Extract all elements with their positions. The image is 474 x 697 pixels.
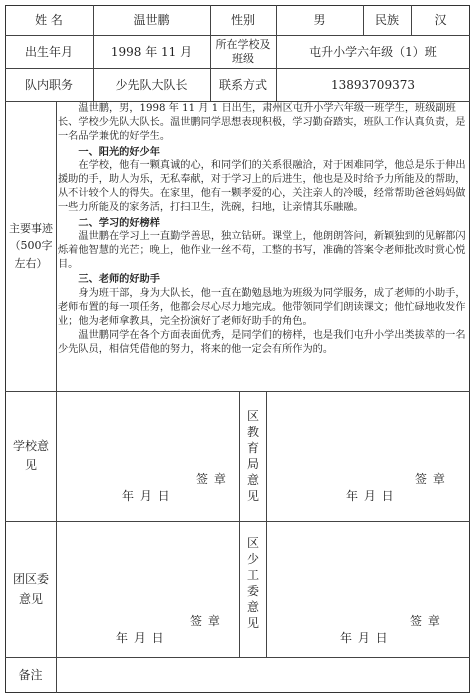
duty-value: 少先队大队长 — [115, 77, 188, 92]
ethnic-label: 民族 — [374, 12, 399, 27]
remark-label: 备注 — [18, 668, 43, 682]
school-opinion-label: 学校意见 — [12, 438, 49, 472]
league-opinion-label: 团区委意见 — [12, 572, 49, 606]
col-divider — [266, 391, 267, 657]
district-pioneer-sign-label: 签 章 — [410, 614, 441, 628]
col-divider — [56, 101, 57, 693]
league-sign-label: 签 章 — [190, 614, 221, 628]
birth-label: 出生年月 — [24, 44, 73, 59]
deeds-paragraph: 温世鹏同学在各个方面表面优秀，是同学们的榜样，也是我们屯升小学出类拔萃的一名少先队员，相信凭借他的努力，将来的他一定会有所作为的。 — [58, 330, 466, 356]
duty-label: 队内职务 — [24, 77, 73, 92]
deeds-label: 主要事迹（500字左右） — [9, 222, 53, 270]
deeds-paragraph: 身为班干部，身为大队长，他一直在勤勉恳地为班级为同学服务，成了老师的小助手，老师布置的每一项任务，他都会尽心尽力地完成。他带领同学们朗读课文；他忙碌地收发作业；他为老师拿教具，完全扮演好了老师好助手的角色。 — [58, 287, 466, 328]
league-date-label: 年 月 日 — [116, 631, 165, 645]
row-divider — [5, 657, 470, 658]
contact-value: 13893709373 — [331, 77, 415, 92]
district-edu-date-label: 年 月 日 — [346, 489, 395, 503]
school-date-label: 年 月 日 — [122, 489, 171, 503]
row-divider — [5, 391, 470, 392]
name-label: 姓 名 — [35, 12, 63, 27]
deeds-text — [58, 102, 468, 390]
col-divider — [239, 391, 240, 657]
school-sign-label: 签 章 — [196, 472, 227, 486]
contact-label: 联系方式 — [218, 77, 267, 92]
row-divider — [5, 521, 470, 522]
deeds-heading: 三、老师的好助手 — [78, 273, 160, 286]
ethnic-value: 汉 — [434, 12, 447, 27]
school-value: 屯升小学六年级（1）班 — [309, 44, 437, 59]
gender-label: 性别 — [230, 12, 255, 27]
deeds-paragraph: 温世鹏在学习上一直勤学善思，独立钻研。课堂上，他朗朗答问，新颖独到的见解都闪烁着他智慧的光芒；晚上，他作业一丝不苟，工整的书写，准确的答案令老师批改时赏心悦目。 — [58, 230, 466, 271]
gender-value: 男 — [313, 12, 326, 27]
name-value: 温世鹏 — [133, 12, 170, 27]
deeds-heading: 一、阳光的好少年 — [78, 145, 160, 158]
deeds-paragraph: 温世鹏，男，1998 年 11 月 1 日出生，肃州区屯升小学六年级一班学生，班级副班长、学校少先队大队长。温世鹏同学思想表现积极，学习勤奋踏实，班队工作认真负责，是一名品学兼优的好学生。 — [58, 103, 466, 143]
birth-value: 1998 年 11 月 — [110, 44, 193, 59]
deeds-heading: 二、学习的好榜样 — [78, 216, 160, 229]
district-edu-label: 区教育局意见 — [246, 409, 259, 503]
district-pioneer-label: 区少工委意见 — [246, 536, 259, 630]
district-pioneer-date-label: 年 月 日 — [340, 631, 389, 645]
district-edu-sign-label: 签 章 — [415, 472, 446, 486]
deeds-paragraph: 在学校，他有一颗真诚的心，和同学们的关系很融洽，对于困难同学，他总是乐于伸出援助的手，助人为乐，无私奉献，对于学习上的后进生，他也是及时给予力所能及的帮助，从不计较个人的得失。在家里，他有一颗孝爱的心，关注亲人的冷暖，经常帮助爸爸妈妈做一些力所能及的家务活，打扫卫生，洗碗，扫地，让亲情其乐融融。 — [58, 159, 466, 214]
school-label: 所在学校及班级 — [215, 38, 271, 65]
